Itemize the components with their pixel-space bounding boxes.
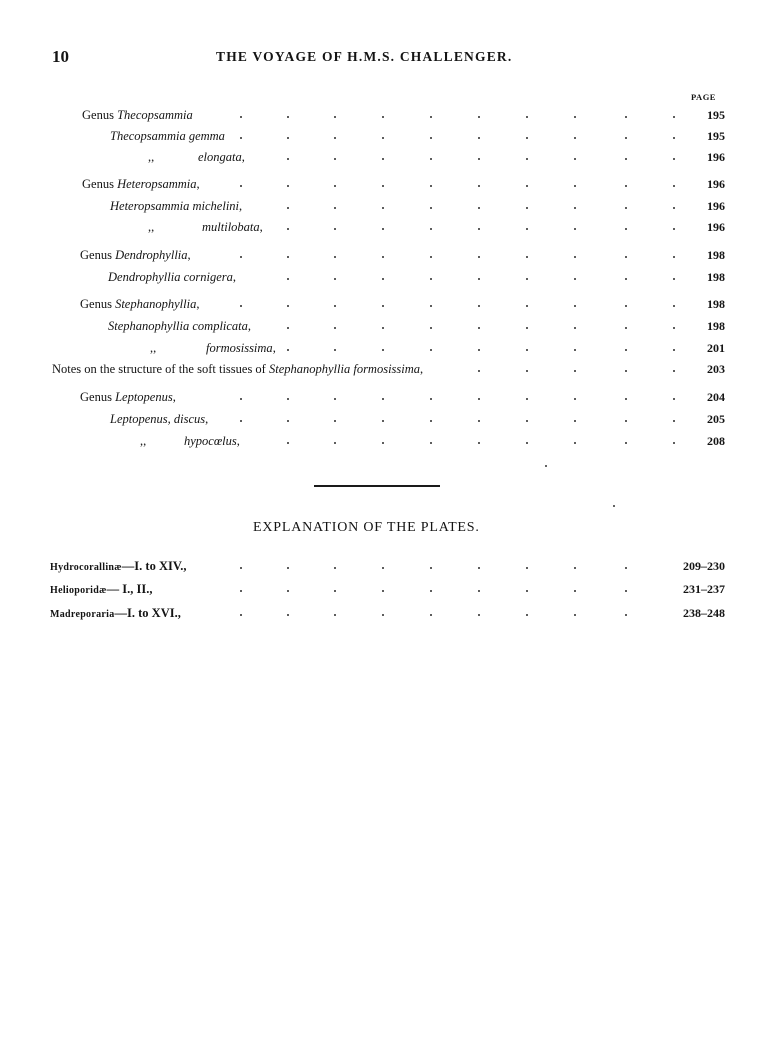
leader-dot [625, 228, 627, 230]
leader-dot [625, 614, 627, 616]
toc-entry [0, 246, 776, 264]
leader-dot [526, 567, 528, 569]
leader-dot [430, 614, 432, 616]
leader-dot [673, 442, 675, 444]
toc-entry [0, 268, 776, 286]
leader-dot [526, 590, 528, 592]
leader-dot [526, 137, 528, 139]
leader-dot [430, 256, 432, 258]
leader-dot [574, 370, 576, 372]
toc-page: 196 [707, 199, 725, 213]
leader-dot [382, 158, 384, 160]
toc-label: Genus Heteropsammia, [82, 177, 200, 191]
toc-entry [0, 388, 776, 406]
leader-dot [673, 116, 675, 118]
leader-dot [574, 228, 576, 230]
leader-dot [478, 420, 480, 422]
leader-dot [430, 185, 432, 187]
leader-dot [673, 305, 675, 307]
leader-dot [673, 158, 675, 160]
toc-entry [0, 106, 776, 124]
plates-label: Madreporaria—I. to XVI., [50, 606, 181, 620]
leader-dot [478, 398, 480, 400]
leader-dot [625, 590, 627, 592]
toc-label: Genus Thecopsammia [82, 108, 193, 122]
toc-entry [0, 218, 776, 236]
toc-page: 198 [707, 297, 725, 311]
leader-dot [574, 207, 576, 209]
leader-dot [382, 116, 384, 118]
leader-dot [574, 137, 576, 139]
toc-page: 205 [707, 412, 725, 426]
leader-dot [673, 256, 675, 258]
page-column-label: PAGE [691, 92, 716, 102]
leader-dot [574, 116, 576, 118]
plates-pages: 209–230 [683, 559, 725, 573]
leader-dot [334, 349, 336, 351]
leader-dot [673, 228, 675, 230]
leader-dot [382, 590, 384, 592]
leader-dot [334, 398, 336, 400]
leader-dot [382, 256, 384, 258]
leader-dot [478, 116, 480, 118]
leader-dot [625, 256, 627, 258]
toc-label: Thecopsammia gemma [110, 129, 225, 143]
leader-dot [334, 420, 336, 422]
toc-entry [0, 410, 776, 428]
leader-dot [478, 349, 480, 351]
toc-page: 198 [707, 319, 725, 333]
toc-label: Genus Dendrophyllia, [80, 248, 191, 262]
toc-entry [0, 295, 776, 313]
print-speck [613, 505, 615, 507]
leader-dot [478, 305, 480, 307]
leader-dot [574, 567, 576, 569]
toc-entry [0, 432, 776, 450]
leader-dot [673, 137, 675, 139]
leader-dot [625, 398, 627, 400]
leader-dot [478, 567, 480, 569]
leader-dot [382, 278, 384, 280]
leader-dot [574, 590, 576, 592]
leader-dot [382, 207, 384, 209]
leader-dot [430, 207, 432, 209]
toc-entry [0, 339, 776, 357]
leader-dot [574, 614, 576, 616]
toc-page: 203 [707, 362, 725, 376]
leader-dot [240, 420, 242, 422]
toc-page: 196 [707, 150, 725, 164]
leader-dot [287, 327, 289, 329]
leader-dot [240, 116, 242, 118]
leader-dot [625, 567, 627, 569]
leader-dot [526, 158, 528, 160]
leader-dot [526, 116, 528, 118]
toc-label: Dendrophyllia cornigera, [108, 270, 236, 284]
leader-dot [625, 370, 627, 372]
leader-dot [287, 442, 289, 444]
leader-dot [673, 420, 675, 422]
leader-dot [334, 116, 336, 118]
leader-dot [287, 185, 289, 187]
leader-dot [334, 185, 336, 187]
leader-dot [625, 327, 627, 329]
leader-dot [240, 590, 242, 592]
toc-label: ,, multilobata, [148, 220, 263, 234]
toc-entry [0, 148, 776, 166]
leader-dot [382, 137, 384, 139]
toc-label: ,, hypocœlus, [140, 434, 240, 448]
page-number: 10 [52, 47, 69, 66]
leader-dot [478, 256, 480, 258]
leader-dot [287, 228, 289, 230]
toc-label: Heteropsammia michelini, [110, 199, 243, 213]
toc-entry [0, 317, 776, 335]
leader-dot [287, 256, 289, 258]
toc-entry [0, 175, 776, 193]
toc-label: Genus Stephanophyllia, [80, 297, 200, 311]
toc-page: 195 [707, 129, 725, 143]
leader-dot [478, 327, 480, 329]
leader-dot [287, 614, 289, 616]
leader-dot [287, 207, 289, 209]
leader-dot [382, 349, 384, 351]
leader-dot [382, 398, 384, 400]
leader-dot [625, 305, 627, 307]
leader-dot [334, 327, 336, 329]
leader-dot [526, 228, 528, 230]
plates-entry [0, 604, 776, 622]
toc-page: 201 [707, 341, 725, 355]
leader-dot [287, 116, 289, 118]
leader-dot [574, 305, 576, 307]
leader-dot [334, 442, 336, 444]
toc-entry [0, 197, 776, 215]
leader-dot [430, 278, 432, 280]
leader-dots [0, 148, 776, 166]
print-speck [545, 465, 547, 467]
leader-dot [526, 305, 528, 307]
leader-dot [334, 207, 336, 209]
leader-dot [430, 305, 432, 307]
leader-dot [334, 278, 336, 280]
leader-dot [287, 590, 289, 592]
toc-page: 195 [707, 108, 725, 122]
leader-dot [334, 614, 336, 616]
leader-dots [0, 432, 776, 450]
leader-dot [574, 349, 576, 351]
leader-dot [526, 256, 528, 258]
section-title: EXPLANATION OF THE PLATES. [253, 520, 480, 535]
leader-dot [526, 207, 528, 209]
leader-dot [526, 327, 528, 329]
toc-page: 208 [707, 434, 725, 448]
leader-dot [382, 305, 384, 307]
leader-dot [526, 398, 528, 400]
leader-dot [478, 614, 480, 616]
toc-label: Notes on the structure of the soft tissues of Stephanophyllia formosissima, [52, 362, 424, 376]
leader-dot [673, 370, 675, 372]
leader-dot [334, 137, 336, 139]
leader-dot [673, 327, 675, 329]
leader-dot [430, 567, 432, 569]
leader-dot [478, 370, 480, 372]
leader-dot [334, 590, 336, 592]
plates-pages: 238–248 [683, 606, 725, 620]
leader-dot [574, 420, 576, 422]
leader-dots [0, 339, 776, 357]
leader-dot [287, 349, 289, 351]
leader-dot [287, 420, 289, 422]
leader-dot [673, 398, 675, 400]
running-title: THE VOYAGE OF H.M.S. CHALLENGER. [216, 49, 513, 64]
leader-dot [478, 278, 480, 280]
leader-dot [625, 442, 627, 444]
plates-entry [0, 580, 776, 598]
leader-dot [382, 442, 384, 444]
leader-dot [287, 278, 289, 280]
leader-dot [382, 614, 384, 616]
leader-dots [0, 218, 776, 236]
leader-dot [240, 567, 242, 569]
leader-dot [574, 185, 576, 187]
leader-dot [574, 278, 576, 280]
leader-dot [478, 442, 480, 444]
leader-dot [334, 158, 336, 160]
leader-dot [574, 256, 576, 258]
leader-dot [478, 590, 480, 592]
leader-dot [430, 158, 432, 160]
leader-dot [526, 442, 528, 444]
leader-dot [625, 420, 627, 422]
toc-page: 196 [707, 177, 725, 191]
leader-dot [625, 349, 627, 351]
leader-dot [478, 137, 480, 139]
leader-dot [430, 398, 432, 400]
toc-entry [0, 360, 776, 378]
toc-entry [0, 127, 776, 145]
leader-dot [287, 305, 289, 307]
leader-dot [478, 185, 480, 187]
plates-label: Helioporidæ— I., II., [50, 582, 153, 596]
leader-dot [382, 420, 384, 422]
leader-dot [526, 420, 528, 422]
leader-dot [574, 398, 576, 400]
leader-dot [430, 137, 432, 139]
leader-dot [574, 158, 576, 160]
leader-dot [478, 228, 480, 230]
leader-dot [382, 567, 384, 569]
section-divider [314, 485, 440, 487]
leader-dot [240, 137, 242, 139]
leader-dot [430, 420, 432, 422]
leader-dot [382, 327, 384, 329]
toc-page: 204 [707, 390, 725, 404]
leader-dot [287, 398, 289, 400]
leader-dot [334, 305, 336, 307]
leader-dot [625, 185, 627, 187]
leader-dot [673, 278, 675, 280]
leader-dot [625, 158, 627, 160]
leader-dot [673, 207, 675, 209]
leader-dot [625, 278, 627, 280]
leader-dot [334, 256, 336, 258]
leader-dot [574, 442, 576, 444]
toc-label: Leptopenus, discus, [110, 412, 209, 426]
leader-dot [625, 116, 627, 118]
plates-pages: 231–237 [683, 582, 725, 596]
leader-dot [430, 228, 432, 230]
leader-dot [526, 185, 528, 187]
leader-dot [526, 370, 528, 372]
toc-page: 198 [707, 248, 725, 262]
toc-label: Stephanophyllia complicata, [108, 319, 252, 333]
leader-dot [382, 228, 384, 230]
leader-dot [382, 185, 384, 187]
leader-dot [430, 116, 432, 118]
leader-dot [478, 207, 480, 209]
leader-dot [430, 327, 432, 329]
leader-dot [287, 158, 289, 160]
leader-dot [334, 567, 336, 569]
leader-dot [526, 614, 528, 616]
leader-dot [430, 590, 432, 592]
toc-label: Genus Leptopenus, [80, 390, 176, 404]
toc-label: ,, elongata, [148, 150, 245, 164]
leader-dot [240, 185, 242, 187]
leader-dot [334, 228, 336, 230]
leader-dot [240, 398, 242, 400]
leader-dot [478, 158, 480, 160]
leader-dot [240, 305, 242, 307]
toc-page: 196 [707, 220, 725, 234]
leader-dot [287, 137, 289, 139]
leader-dot [574, 327, 576, 329]
leader-dot [240, 614, 242, 616]
plates-entry [0, 557, 776, 575]
toc-page: 198 [707, 270, 725, 284]
leader-dot [240, 256, 242, 258]
leader-dot [287, 567, 289, 569]
plates-label: Hydrocorallinæ—I. to XIV., [50, 559, 187, 573]
leader-dot [526, 278, 528, 280]
leader-dot [673, 349, 675, 351]
toc-label: ,, formosissima, [150, 341, 276, 355]
leader-dot [625, 137, 627, 139]
leader-dot [526, 349, 528, 351]
leader-dot [430, 442, 432, 444]
leader-dot [625, 207, 627, 209]
leader-dot [673, 185, 675, 187]
leader-dot [430, 349, 432, 351]
